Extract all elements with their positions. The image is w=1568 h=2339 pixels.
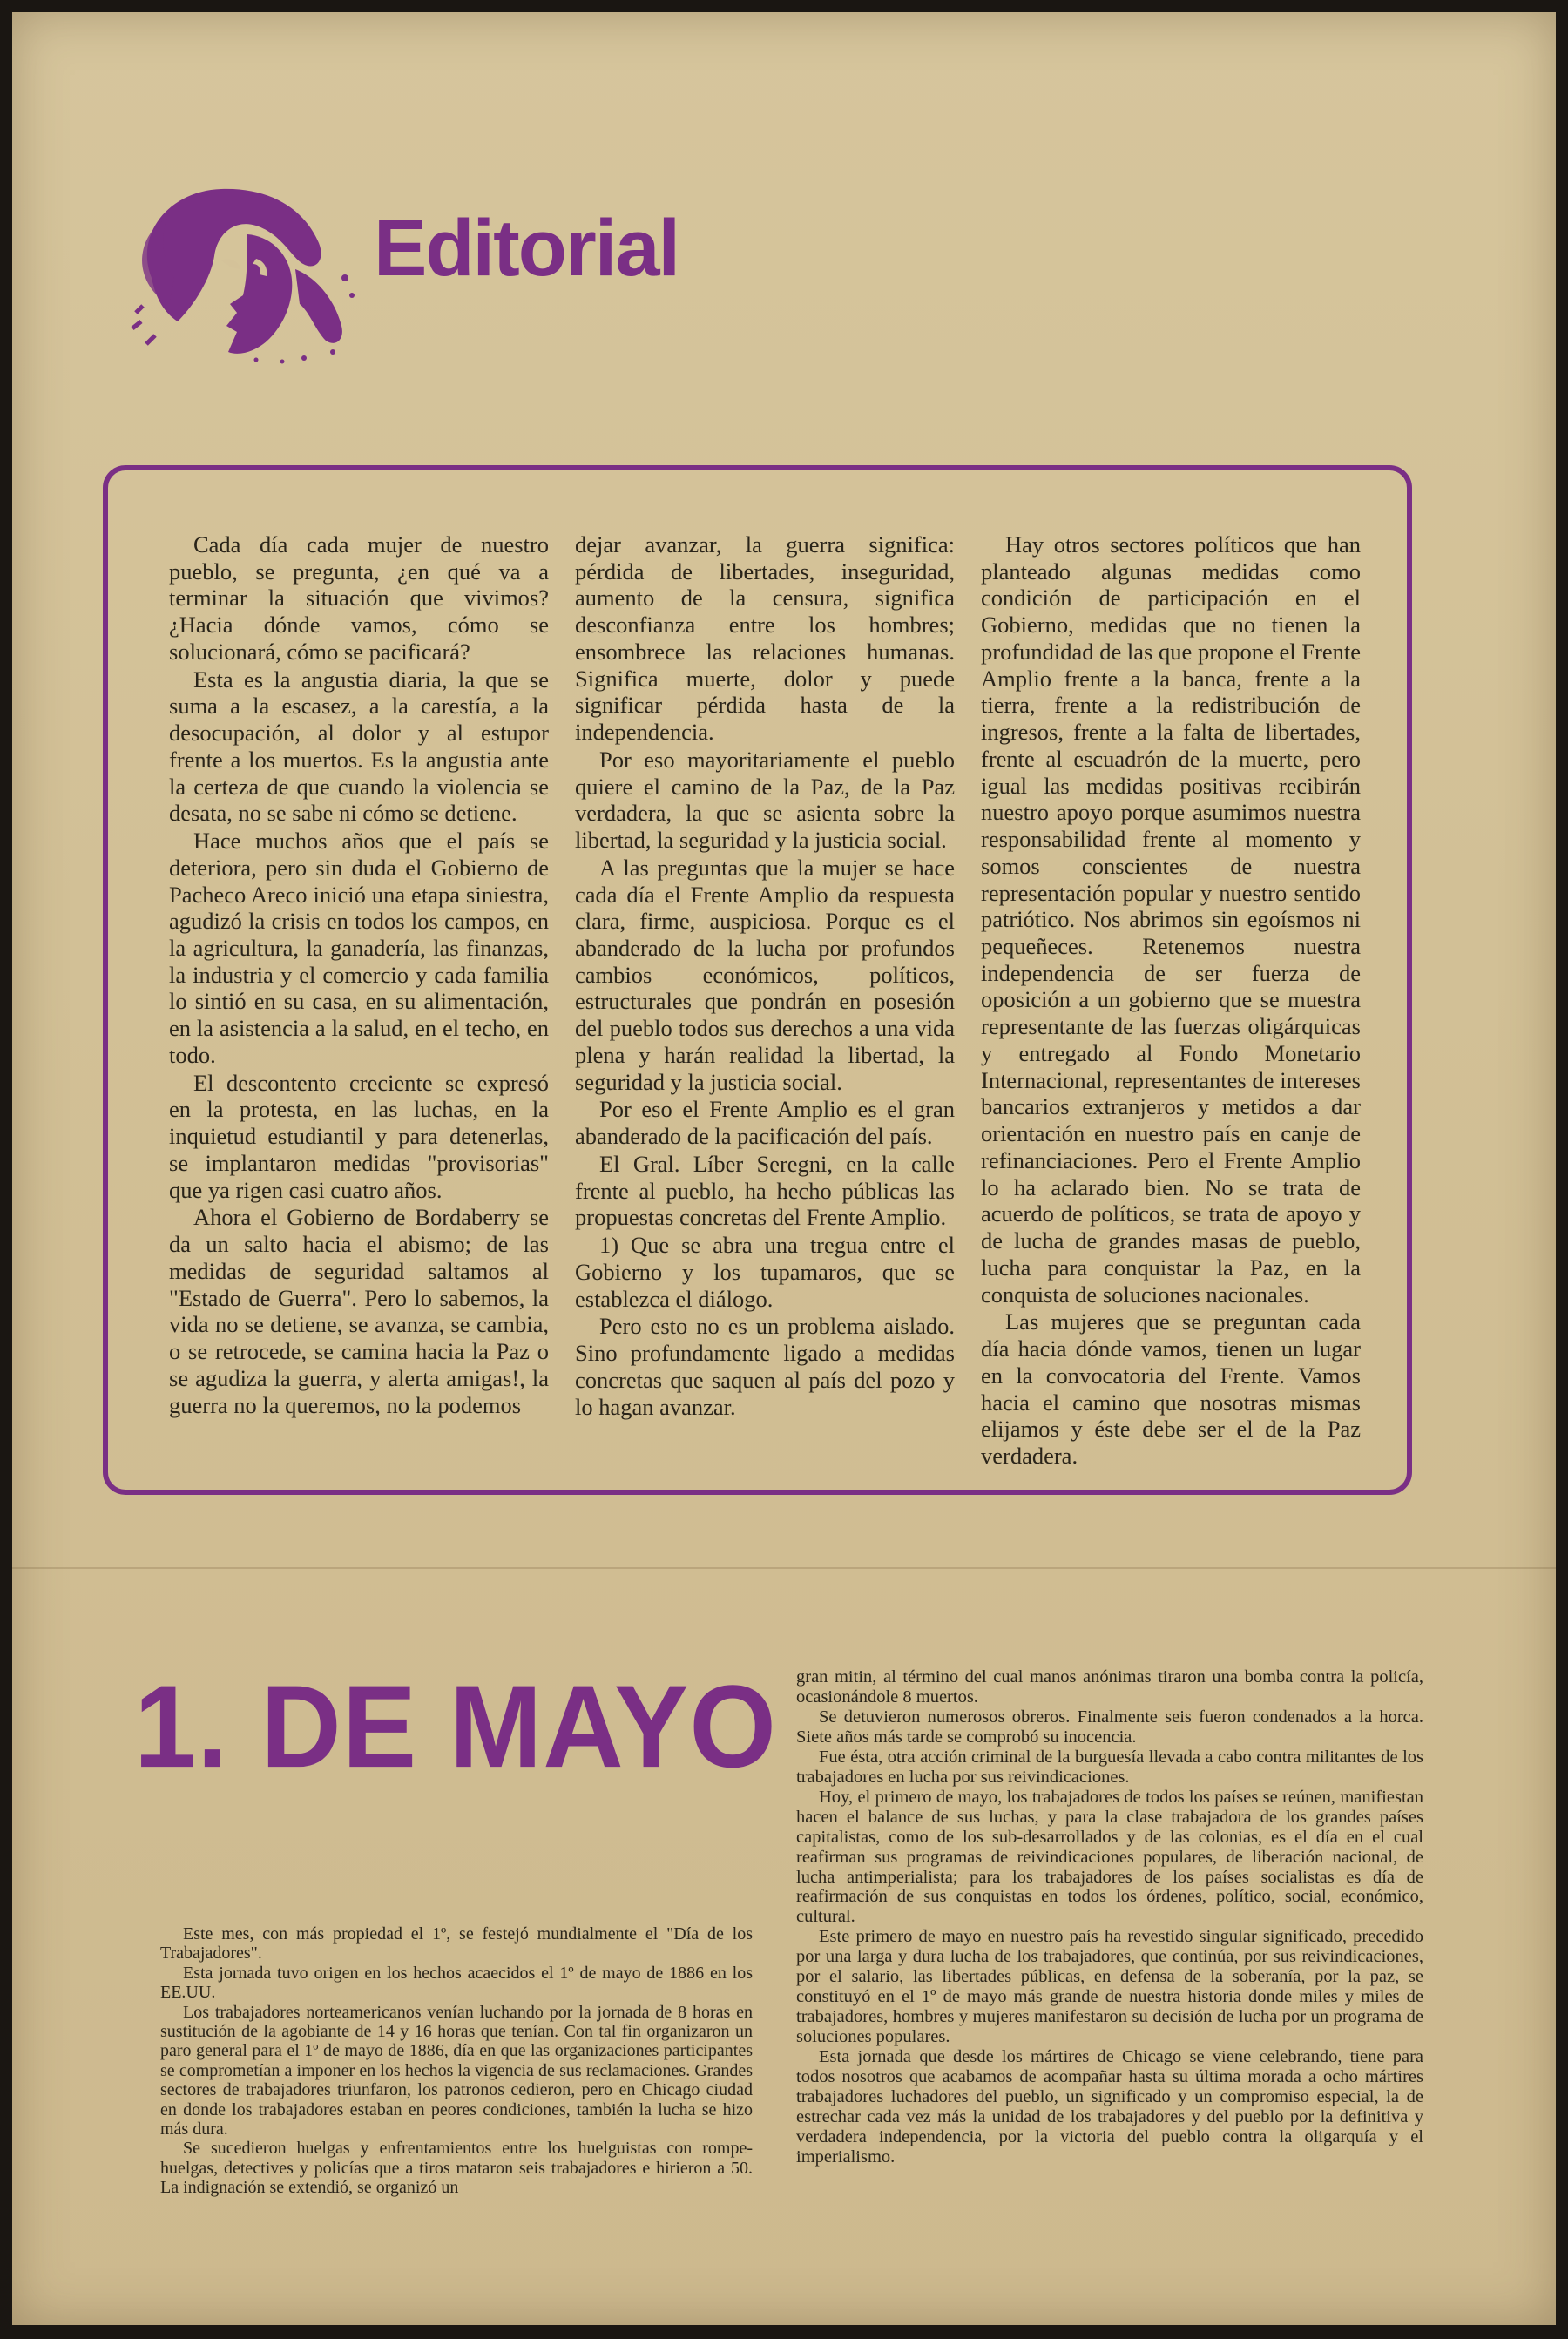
editorial-paragraph: Hace muchos años que el país se deteriora, pero sin duda el Gobierno de Pacheco Areco inició una etapa siniestra, agudizó la crisis en todos los campos, en la agricultura, la ganadería, las finanzas, la industria y el comercio y cada familia lo sintió en su casa, en su alimentación, en la asistencia a la salud, en el techo, en todo. — [169, 828, 549, 1068]
editorial-paragraph: Las mujeres que se preguntan cada día hacia dónde vamos, tienen un lugar en la convocatoria del Frente. Vamos hacia el camino que nosotras mismas elijamos y éste debe ser el de la Paz verdadera. — [981, 1308, 1361, 1469]
magazine-page — [12, 12, 1556, 2325]
editorial-box — [103, 465, 1412, 1495]
editorial-paragraph: Ahora el Gobierno de Bordaberry se da un salto hacia el abismo; de las medidas de seguridad saltamos al "Estado de Guerra". Pero lo sabemos, la vida no se detiene, se avanza, se cambia, o se retrocede, se camina hacia la Paz o se agudiza la guerra, y alerta amigas!, la guerra no la queremos, no la podemos — [169, 1204, 549, 1418]
editorial-column-1 — [169, 531, 549, 1472]
mayo-paragraph: gran mitin, al término del cual manos anónimas tiraron una bomba contra la policía, ocasionándole 8 muertos. — [796, 1667, 1423, 1707]
mayo-title: 1. DE MAYO — [134, 1661, 777, 1793]
editorial-paragraph: Cada día cada mujer de nuestro pueblo, se pregunta, ¿en qué va a terminar la situación que vivimos? ¿Hacia dónde vamos, cómo se solucionará, cómo se pacificará? — [169, 531, 549, 665]
mayo-paragraph: Este primero de mayo en nuestro país ha revestido singular significado, precedido por una larga y dura lucha de los trabajadores, que continúa, por sus reivindicaciones, por el salario, las libertades públicas, en defensa de la soberanía, por la paz, se constituyó en el 1º de mayo más grande de nuestra historia donde miles y miles de trabajadores, hombres y mujeres manifestaron su decisión de lucha por un programa de soluciones populares. — [796, 1927, 1423, 2047]
woman-profile-logo-icon — [117, 173, 378, 365]
editorial-paragraph: Pero esto no es un problema aislado. Sino profundamente ligado a medidas concretas que saquen al país del pozo y lo hagan avanzar. — [575, 1313, 955, 1420]
mayo-paragraph: Esta jornada que desde los mártires de Chicago se viene celebrando, tiene para todos nosotros que acabamos de acompañar hasta su última morada a ocho mártires trabajadores luchadores del pueblo, un significado y un compromiso especial, la de estrechar cada vez más la unidad de los trabajadores y del pueblo por la definitiva y verdadera independencia, por la victoria del pueblo contra la oligarquía y el imperialismo. — [796, 2047, 1423, 2167]
editorial-columns — [169, 531, 1362, 1472]
editorial-paragraph: Por eso el Frente Amplio es el gran abanderado de la pacificación del país. — [575, 1096, 955, 1150]
mayo-paragraph: Esta jornada tuvo origen en los hechos acaecidos el 1º de mayo de 1886 en los EE.UU. — [160, 1963, 753, 2003]
mayo-paragraph: Se sucedieron huelgas y enfrentamientos entre los huelguistas con rompe-huelgas, detectives y policías que a tiros mataron seis trabajadores e hirieron a 50. La indignación se extendió, se organizó un — [160, 2139, 753, 2198]
mayo-paragraph: Este mes, con más propiedad el 1º, se festejó mundialmente el "Día de los Trabajadores". — [160, 1924, 753, 1964]
editorial-column-3 — [981, 531, 1361, 1472]
mayo-paragraph: Los trabajadores norteamericanos venían luchando por la jornada de 8 horas en sustitución de la agobiante de 14 y 16 horas que tenían. Con tal fin organizaron un paro general para el 1º de mayo de 1886, día en que las organizaciones participantes se comprometían a imponer en los hechos la vigencia de sus reclamaciones. Grandes sectores de trabajadores triunfaron, los patronos cedieron, pero en Chicago ciudad en donde los trabajadores estaban en peores condiciones, también la lucha se hizo más dura. — [160, 2002, 753, 2139]
editorial-paragraph: 1) Que se abra una tregua entre el Gobierno y los tupamaros, que se establezca el diálogo. — [575, 1232, 955, 1312]
editorial-column-2 — [575, 531, 955, 1472]
editorial-paragraph: El Gral. Líber Seregni, en la calle frente al pueblo, ha hecho públicas las propuestas concretas del Frente Amplio. — [575, 1150, 955, 1231]
editorial-paragraph: dejar avanzar, la guerra significa: pérdida de libertades, inseguridad, aumento de la censura, significa desconfianza entre los hombres; ensombrece las relaciones humanas. Significa muerte, dolor y puede significar pérdida hasta de la independencia. — [575, 531, 955, 746]
editorial-paragraph: El descontento creciente se expresó en la protesta, en las luchas, en la inquietud estudiantil y para detenerlas, se implantaron medidas "provisorias" que ya rigen casi cuatro años. — [169, 1069, 549, 1203]
mayo-paragraph: Se detuvieron numerosos obreros. Finalmente seis fueron condenados a la horca. Siete años más tarde se comprobó su inocencia. — [796, 1707, 1423, 1747]
editorial-paragraph: Por eso mayoritariamente el pueblo quiere el camino de la Paz, de la Paz verdadera, la que se asienta sobre la libertad, la seguridad y la justicia social. — [575, 746, 955, 854]
mayo-paragraph: Hoy, el primero de mayo, los trabajadores de todos los países se reúnen, manifiestan hacen el balance de sus luchas, y para la clase trabajadora de los grandes países capitalistas, como de los sub-desarrollados y de las colonias, es el día en el cual reafirman sus programas de reivindicaciones populares, de liberación nacional, de lucha antimperialista; para los trabajadores de los países socialistas es día de reafirmación de sus conquistas en todos los órdenes, político, social, económico, cultural. — [796, 1787, 1423, 1927]
editorial-paragraph: Esta es la angustia diaria, la que se suma a la escasez, a la carestía, a la desocupación, al dolor y al estupor frente a los muertos. Es la angustia ante la certeza de que cuando la violencia se desata, no se sabe ni cómo se detiene. — [169, 666, 549, 827]
editorial-title: Editorial — [374, 204, 679, 293]
mayo-paragraph: Fue ésta, otra acción criminal de la burguesía llevada a cabo contra militantes de los trabajadores en lucha por sus reivindicaciones. — [796, 1747, 1423, 1787]
editorial-paragraph: Hay otros sectores políticos que han planteado algunas medidas como condición de participación en el Gobierno, medidas que no tienen la profundidad de las que propone el Frente Amplio frente a la banca, frente a la tierra, frente a la redistribución de ingresos, frente a la falta de libertades, frente al escuadrón de la muerte, pero igual las medidas positivas recibirán nuestro apoyo porque asumimos nuestra responsabilidad frente al momento y somos conscientes de nuestra representación popular y nuestro sentido patriótico. Nos abrimos sin egoísmos ni pequeñeces. Retenemos nuestra independencia de ser fuerza de oposición a un gobierno que se muestra representante de las fuerzas oligárquicas y entregado al Fondo Monetario Internacional, representantes de intereses bancarios extranjeros y metidos a dar orientación en nuestro país en canje de refinanciaciones. Pero el Frente Amplio lo ha aclarado bien. No se trata de acuerdo de políticos, se trata de apoyo y de lucha de grandes masas de pueblo, lucha para conquistar la Paz, en la conquista de soluciones nacionales. — [981, 531, 1361, 1308]
editorial-paragraph: A las preguntas que la mujer se hace cada día el Frente Amplio da respuesta clara, firme, auspiciosa. Porque es el abanderado de la lucha por profundos cambios económicos, políticos, estructurales que pondrán en posesión del pueblo todos sus derechos a una vida plena y harán realidad la libertad, la seguridad y la justicia social. — [575, 854, 955, 1095]
page-fold-line — [12, 1567, 1556, 1569]
mayo-article-left — [160, 1924, 753, 2197]
mayo-article-right — [796, 1667, 1423, 2167]
